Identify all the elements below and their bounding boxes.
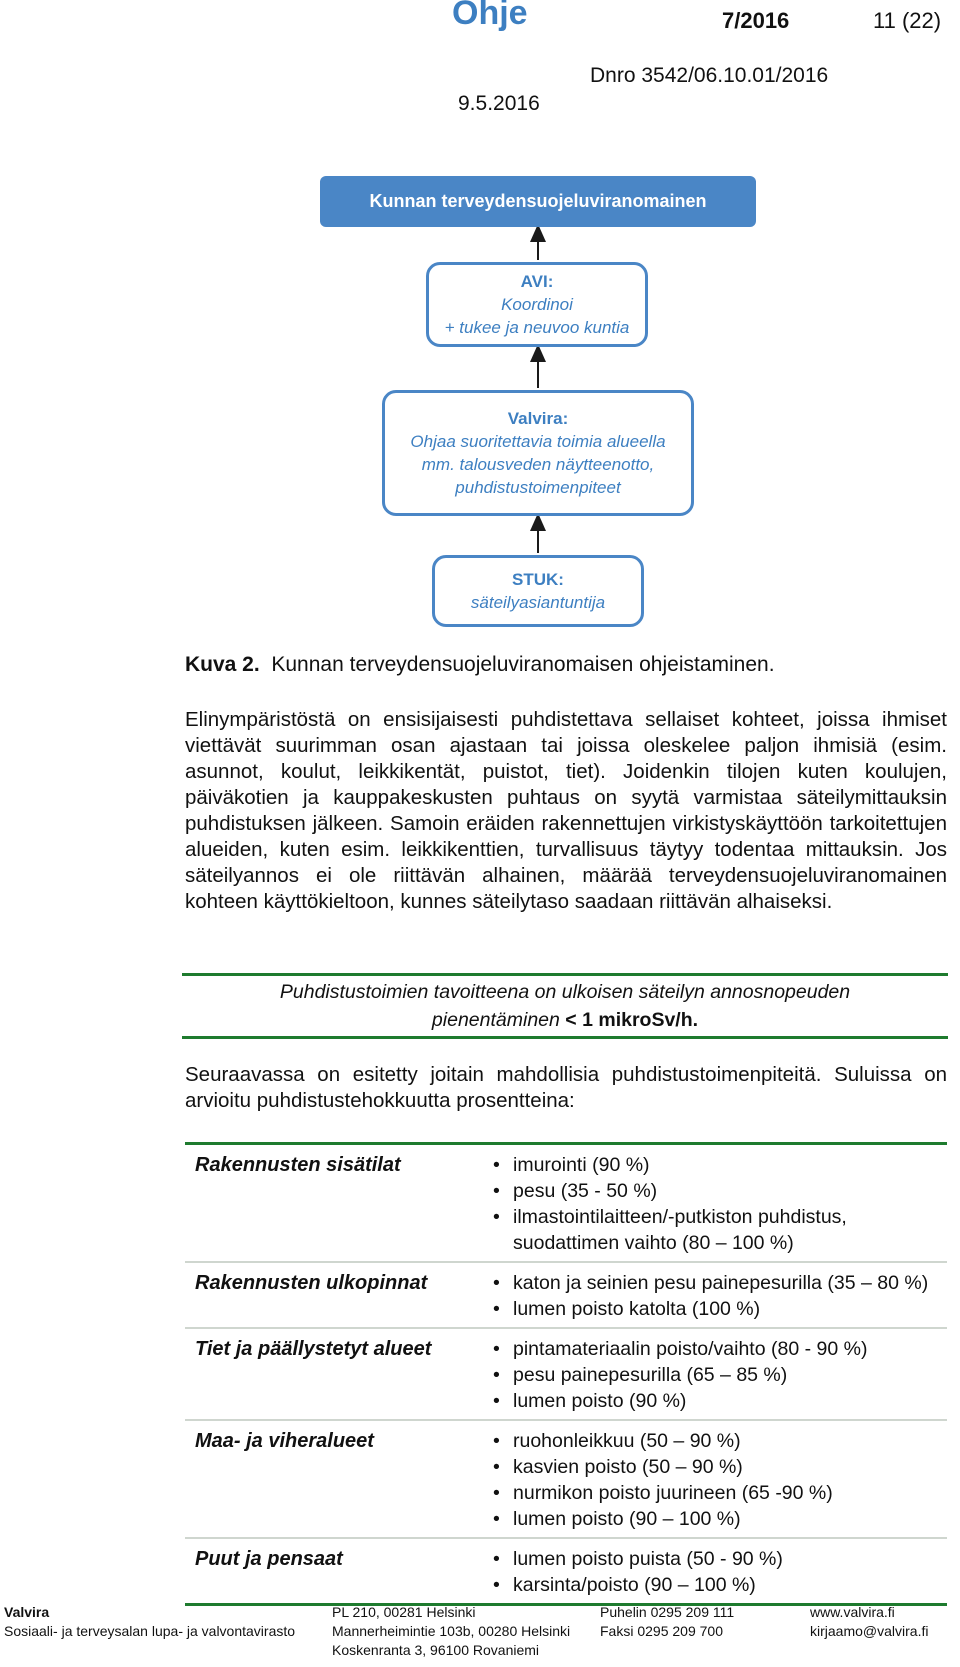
cleaning-measures-table [185,1142,947,1606]
goal-target-value: < 1 mikroSv/h. [565,1009,699,1031]
goal-line: Puhdistustoimien tavoitteena on ulkoisen säteilyn annosnopeuden [279,981,851,1003]
figure-label: Kuva 2. [185,653,260,676]
valvira-line: puhdistustoimenpiteet [455,478,621,497]
footer-address-line: PL 210, 00281 Helsinki [332,1604,476,1620]
list-item: • imurointi (90 %) [493,1152,947,1178]
footer-org-full: Sosiaali- ja terveysalan lupa- ja valvontavirasto [4,1623,296,1639]
avi-line: Koordinoi [501,295,573,314]
document-date: 9.5.2016 [458,92,540,115]
list-item: • karsinta/poisto (90 – 100 %) [493,1572,947,1598]
footer-org [4,1603,295,1641]
body-paragraph: Elinympäristöstä on ensisijaisesti puhdistettava sellaiset kohteet, joissa ihmiset viettävät suurimman osan ajastaan tai joissa oleskelee paljon ihmisiä (esim. asunnot, koulut, leikkikentät, puistot, tiet). Joidenkin tilojen kuten koulujen, päiväkotien ja kauppakeskusten puhtaus on syytä varmistaa säteilymittauksin puhdistuksen jälkeen. Samoin eräiden rakennettujen virkistyskäyttöön tarkoitettujen alueiden, kuten esim. leikkikenttien, turvallisuus täytyy todentaa mittauksin. Jos säteilyannos ei ole riittävän alhainen, määrää terveydensuojeluviranomainen kohteen käyttökieltoon, kunnes säteilytaso saadaan riittävän alhaiseksi. [185,708,947,913]
avi-title: AVI: [520,272,554,291]
footer-web-link[interactable]: www.valvira.fi [810,1604,895,1620]
table-row-category: Tiet ja päällystetyt alueet [195,1338,432,1360]
goal-highlight-box [182,973,948,1039]
table-row [185,1329,947,1421]
stuk-line: säteilyasiantuntija [470,593,606,612]
goal-line-start: pienentäminen [431,1009,566,1031]
measure-list [463,1336,947,1414]
document-number: 7/2016 [722,8,790,33]
valvira-line: mm. talousveden näytteenotto, [421,455,655,474]
figure-caption [185,653,775,677]
table-row [185,1421,947,1539]
page-number: 11 (22) [873,8,942,33]
footer-address [332,1603,570,1660]
footer-address-line: Mannerheimintie 103b, 00280 Helsinki [332,1623,571,1639]
figure-caption-text: Kunnan terveydensuojeluviranomaisen ohjeistaminen. [271,653,775,676]
list-item: • lumen poisto puista (50 - 90 %) [493,1546,947,1572]
body-paragraph: Seuraavassa on esitetty joitain mahdollisia puhdistustoimenpiteitä. Suluissa on arvioitu puhdistustehokkuutta prosentteina: [185,1063,947,1112]
stuk-title: STUK: [512,570,564,589]
diagram-box-valvira [382,390,694,516]
diagram-box-municipal-authority: Kunnan terveydensuojeluviranomainen [320,176,756,227]
table-row-category: Puut ja pensaat [195,1548,343,1570]
diagram-box-avi [426,262,648,347]
table-row-category: Rakennusten sisätilat [195,1154,401,1176]
measure-list [463,1546,947,1598]
table-row-category: Rakennusten ulkopinnat [195,1272,428,1294]
list-item: • kasvien poisto (50 – 90 %) [493,1454,947,1480]
list-item: • ilmastointilaitteen/-putkiston puhdistus, suodattimen vaihto (80 – 100 %) [493,1204,947,1256]
footer-email-link[interactable]: kirjaamo@valvira.fi [810,1623,929,1639]
diagram-box-stuk [432,555,644,627]
list-item: • pintamateriaalin poisto/vaihto (80 - 90 %) [493,1336,947,1362]
list-item: • ruohonleikkuu (50 – 90 %) [493,1428,947,1454]
avi-line: + tukee ja neuvoo kuntia [444,318,630,337]
list-item: • nurmikon poisto juurineen (65 -90 %) [493,1480,947,1506]
table-row [185,1263,947,1329]
footer-contact [810,1603,928,1641]
measure-list [463,1270,947,1322]
table-row [185,1145,947,1263]
list-item: • katon ja seinien pesu painepesurilla (35 – 80 %) [493,1270,947,1296]
measure-list [463,1428,947,1532]
footer-address-line: Koskenranta 3, 96100 Rovaniemi [332,1642,540,1658]
list-item: • lumen poisto (90 %) [493,1388,947,1414]
measure-list [463,1152,947,1256]
footer-phone: Puhelin 0295 209 111 [600,1604,735,1620]
list-item: • pesu painepesurilla (65 – 85 %) [493,1362,947,1388]
valvira-line: Ohjaa suoritettavia toimia alueella [410,432,666,451]
footer-phones [600,1603,734,1641]
document-type: Ohje [452,0,528,32]
list-item: • pesu (35 - 50 %) [493,1178,947,1204]
list-item: • lumen poisto (90 – 100 %) [493,1506,947,1532]
record-number: Dnro 3542/06.10.01/2016 [590,64,829,87]
table-row [185,1539,947,1606]
table-row-category: Maa- ja viheralueet [195,1430,374,1452]
valvira-title: Valvira: [507,409,569,428]
footer-org-name: Valvira [4,1604,50,1620]
footer-fax: Faksi 0295 209 700 [600,1623,723,1639]
list-item: • lumen poisto katolta (100 %) [493,1296,947,1322]
goal-line [182,1006,948,1034]
